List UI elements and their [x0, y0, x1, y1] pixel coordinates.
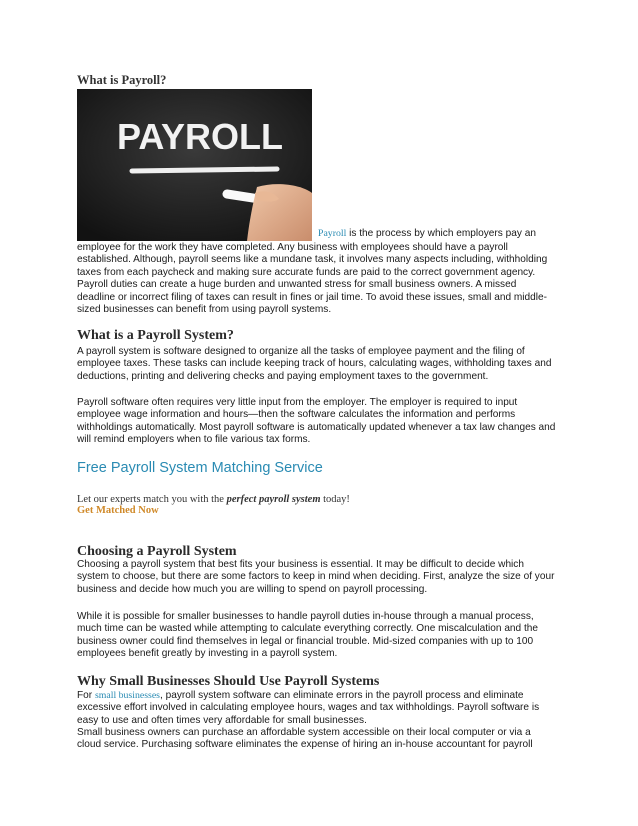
section-heading-payroll-system: What is a Payroll System? — [77, 328, 234, 343]
lead-word: For — [77, 690, 95, 701]
promo-text-emphasis: perfect payroll system — [226, 494, 321, 505]
page-heading: What is Payroll? — [77, 73, 167, 87]
intro-first-line — [318, 228, 536, 239]
small-business-paragraph-1 — [77, 690, 557, 727]
promo-text — [77, 494, 350, 505]
promo-text-after: today! — [320, 494, 350, 505]
small-business-paragraph-2: Small business owners can purchase an affordable system accessible on their local computer or via a cloud service. Purchasing software eliminates the expense of hiring an in-house accountant for payroll — [77, 727, 533, 751]
payroll-system-paragraph-1: A payroll system is software designed to organize all the tasks of employee payment and the filing of employee taxes. These tasks can include keeping track of hours, calculating wages, withholding taxes and deductions, printing and delivering checks and paying employment taxes to the government. — [77, 346, 552, 382]
payroll-link[interactable]: Payroll — [318, 228, 347, 239]
chalkboard-illustration — [77, 89, 312, 241]
promo-heading: Free Payroll System Matching Service — [77, 460, 323, 476]
intro-first-line-text: is the process by which employers pay an — [346, 228, 536, 239]
small-businesses-link[interactable]: small businesses — [94, 690, 160, 701]
small-business-paragraph-1-rest: , payroll system software can eliminate errors in the payroll process and eliminate excessive effort involved in calculating employee hours, wages and tax withholdings. Payroll software is easy to use and often times very affordable for small businesses. — [77, 690, 540, 726]
payroll-chalkboard-image — [77, 89, 312, 241]
chalk-word: PAYROLL — [117, 116, 284, 157]
intro-paragraph: employee for the work they have completed. Any business with employees should have a payroll established. Although, payroll seems like a mundane task, it involves many aspects including, withholding taxes from each paycheck and making sure accurate funds are paid to the correct government agency. Payroll duties can create a huge burden and unwanted stress for small business owners. A missed deadline or incorrect filing of taxes can result in fines or jail time. To avoid these issues, small and middle-sized businesses can benefit from using payroll systems. — [77, 242, 548, 316]
choosing-paragraph-2: While it is possible for smaller businesses to handle payroll duties in-house through a manual process, much time can be wasted while attempting to calculate everything correctly. One miscalculation and the business owner could find themselves in legal or financial trouble. Mid-sized companies with up to 100 employees benefit greatly by investing in a payroll system. — [77, 611, 538, 660]
section-heading-small-businesses: Why Small Businesses Should Use Payroll Systems — [77, 674, 380, 689]
promo-text-before: Let our experts match you with the — [77, 494, 227, 505]
payroll-system-paragraph-2: Payroll software often requires very little input from the employer. The employer is required to input employee wage information and hours—then the software calculates the information and performs withholdings automatically. Most payroll software is automatically updated whenever a tax law changes and will remind employers when to file various tax forms. — [77, 397, 556, 446]
section-heading-choosing: Choosing a Payroll System — [77, 544, 237, 559]
choosing-paragraph-1: Choosing a payroll system that best fits your business is essential. It may be difficult to decide which system to choose, but there are some factors to keep in mind when deciding. First, analyze the size of your business and decide how much you are willing to spend on payroll processing. — [77, 559, 555, 595]
get-matched-now-link[interactable]: Get Matched Now — [77, 505, 159, 516]
